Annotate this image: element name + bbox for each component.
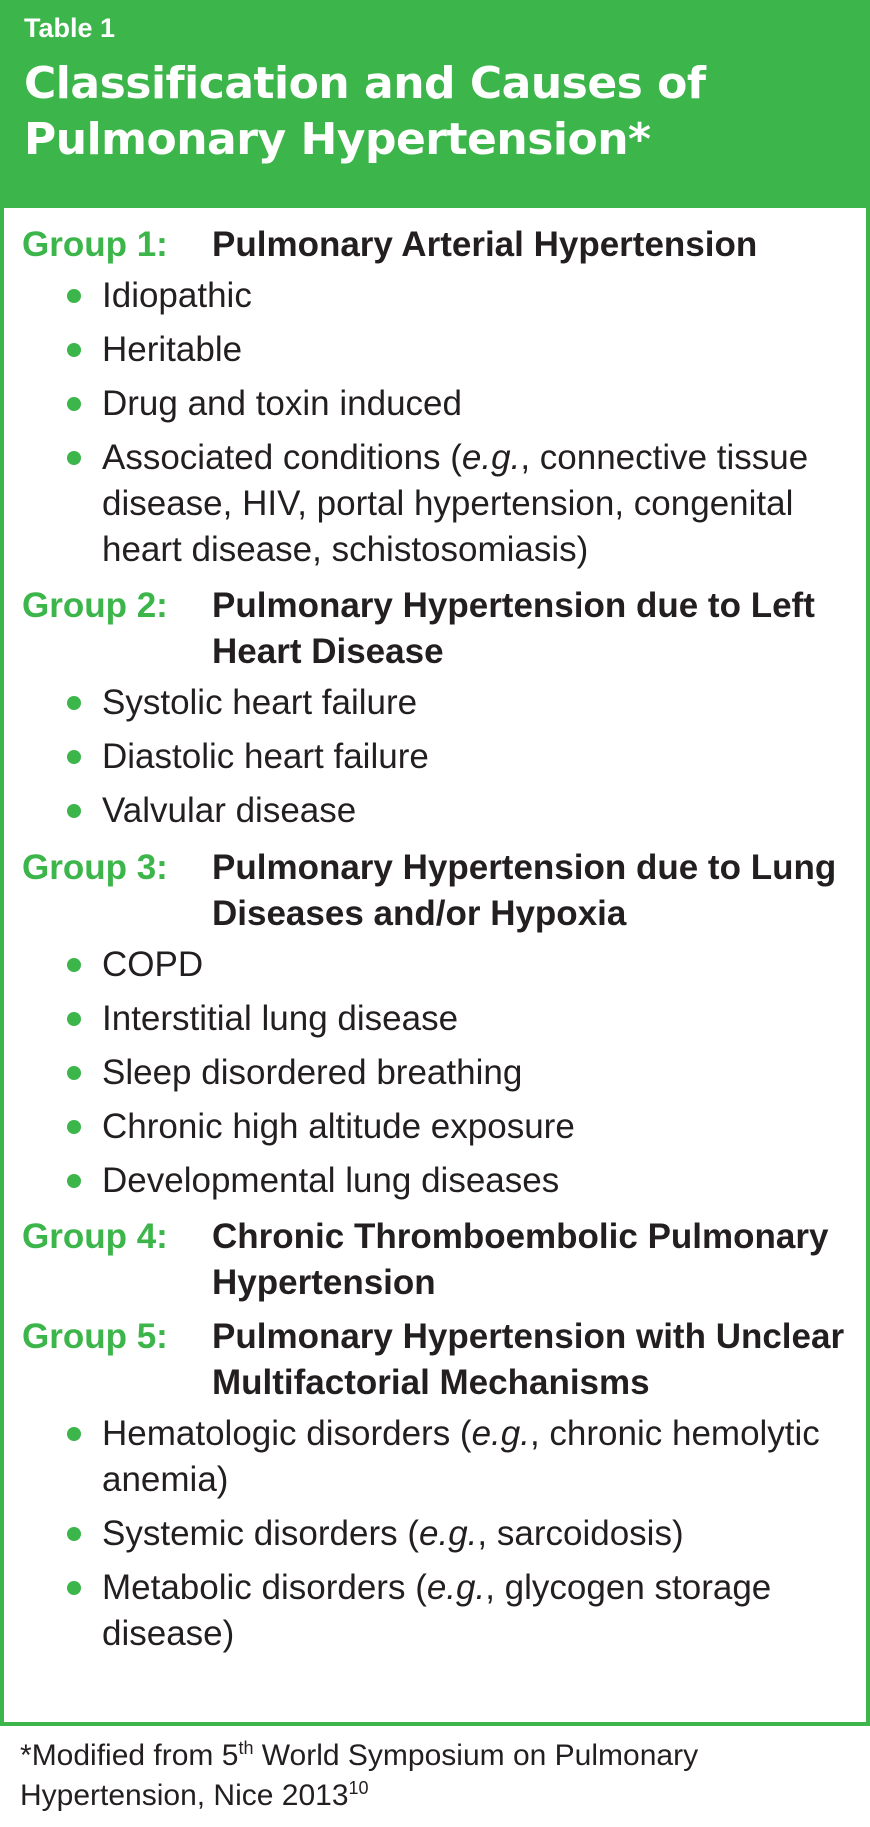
bullet-icon	[67, 1427, 81, 1441]
list-item-text: Chronic high altitude exposure	[102, 1107, 575, 1146]
table-title: Classification and Causes of Pulmonary Hypertension*	[24, 58, 706, 165]
bullet-icon	[67, 343, 81, 357]
list-item-text: Metabolic disorders (e.g., glycogen storage disease)	[102, 1568, 772, 1653]
footnote-text-after: World Symposium on Pulmonary Hypertension, Nice 2013	[20, 1739, 699, 1812]
footnote-reference: 10	[348, 1778, 369, 1798]
group-title: Chronic Thromboembolic Pulmonary Hypertension	[212, 1217, 829, 1302]
list-item-text: Sleep disordered breathing	[102, 1053, 523, 1092]
list-item-text: Systolic heart failure	[102, 683, 418, 722]
list-item-text: Interstitial lung disease	[102, 999, 459, 1038]
bullet-icon	[67, 1174, 81, 1188]
group-title: Pulmonary Hypertension with Unclear Multifactorial Mechanisms	[212, 1317, 845, 1402]
footnote	[20, 1736, 860, 1816]
group-label: Group 5:	[22, 1317, 168, 1356]
footnote-text-before: Modified from 5	[31, 1739, 239, 1772]
list-item-text: Drug and toxin induced	[102, 384, 462, 423]
group-label: Group 1:	[22, 225, 168, 264]
group-label: Group 3:	[22, 848, 168, 887]
group-label: Group 4:	[22, 1217, 168, 1256]
bullet-icon	[67, 451, 81, 465]
group-title: Pulmonary Arterial Hypertension	[212, 225, 758, 264]
bullet-icon	[67, 1120, 81, 1134]
bullet-icon	[67, 289, 81, 303]
list-item-text: Diastolic heart failure	[102, 737, 429, 776]
bullet-icon	[67, 397, 81, 411]
list-item-text: Hematologic disorders (e.g., chronic hemolytic anemia)	[102, 1414, 820, 1499]
bullet-icon	[67, 696, 81, 710]
list-item-text: Idiopathic	[102, 276, 252, 315]
table-label: Table 1	[24, 13, 116, 43]
list-item-text: Associated conditions (e.g., connective tissue disease, HIV, portal hypertension, congenital heart disease, schistosomiasis)	[102, 438, 809, 569]
table-header	[0, 0, 870, 208]
list-item-text: Heritable	[102, 330, 243, 369]
group-label: Group 2:	[22, 586, 168, 625]
footnote-marker: *	[20, 1739, 32, 1772]
list-item-text: COPD	[102, 945, 204, 984]
table-body	[0, 208, 870, 1726]
group-title: Pulmonary Hypertension due to Left Heart Disease	[212, 586, 815, 671]
bullet-icon	[67, 1581, 81, 1595]
bullet-icon	[67, 1527, 81, 1541]
bullet-icon	[67, 750, 81, 764]
list-item-text: Valvular disease	[102, 791, 357, 830]
bullet-icon	[67, 958, 81, 972]
list-item-text: Developmental lung diseases	[102, 1161, 560, 1200]
list-item-text: Systemic disorders (e.g., sarcoidosis)	[102, 1514, 684, 1553]
footnote-ordinal: th	[238, 1738, 254, 1758]
bullet-icon	[67, 804, 81, 818]
bullet-icon	[67, 1066, 81, 1080]
bullet-icon	[67, 1012, 81, 1026]
group-title: Pulmonary Hypertension due to Lung Diseases and/or Hypoxia	[212, 848, 837, 933]
